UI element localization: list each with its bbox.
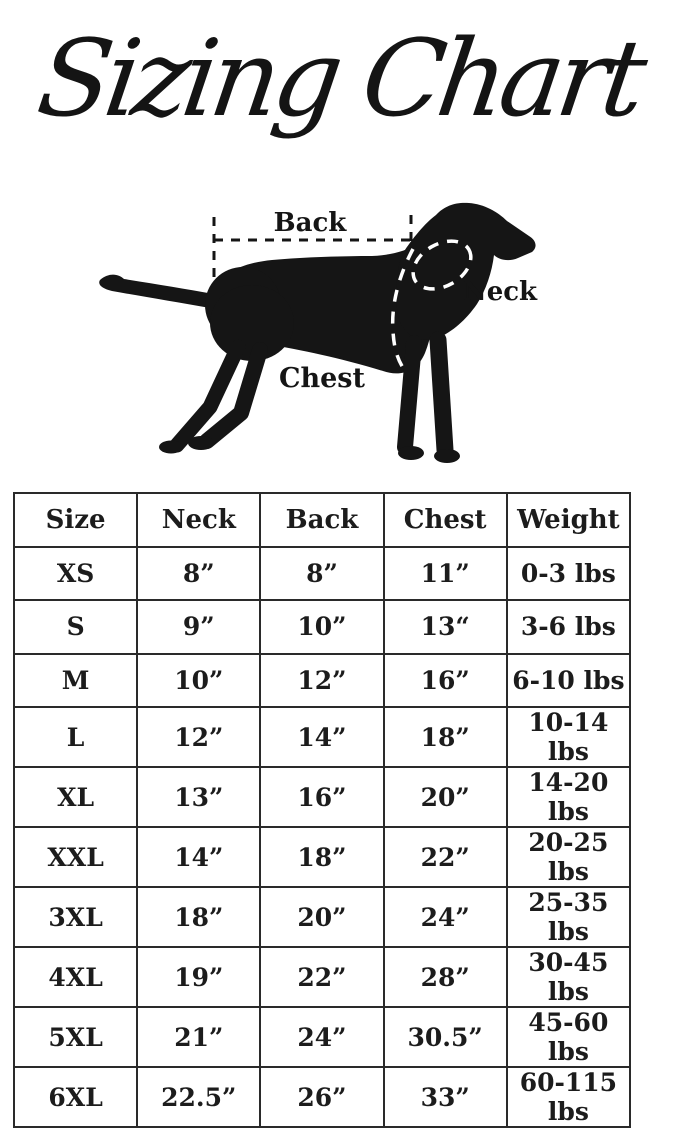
measurement-cell: 30.5” xyxy=(384,1007,507,1067)
dog-measurement-diagram xyxy=(0,195,679,485)
size-label-cell: 6XL xyxy=(14,1067,137,1127)
size-table-head xyxy=(14,493,630,547)
measurement-cell: 12” xyxy=(260,654,383,708)
measurement-cell: 22” xyxy=(384,827,507,887)
measurement-cell: 22.5” xyxy=(137,1067,260,1127)
header-chest: Chest xyxy=(384,493,507,547)
measurement-cell: 60-115 lbs xyxy=(507,1067,630,1127)
measurement-cell: 20” xyxy=(384,767,507,827)
size-table xyxy=(13,492,631,1128)
measurement-cell: 28” xyxy=(384,947,507,1007)
back-label: Back xyxy=(273,208,347,238)
table-row xyxy=(14,767,630,827)
dog-rear-paw-far xyxy=(159,441,183,454)
measurement-cell: 19” xyxy=(137,947,260,1007)
measurement-cell: 3-6 lbs xyxy=(507,600,630,654)
measurement-cell: 9” xyxy=(137,600,260,654)
table-row xyxy=(14,600,630,654)
measurement-cell: 6-10 lbs xyxy=(507,654,630,708)
measurement-cell: 10-14 lbs xyxy=(507,707,630,767)
measurement-cell: 16” xyxy=(384,654,507,708)
dog-rear-paw-near xyxy=(188,436,214,450)
measurement-cell: 8” xyxy=(137,547,260,601)
header-size: Size xyxy=(14,493,137,547)
table-row xyxy=(14,707,630,767)
dog-front-leg-far xyxy=(405,343,414,447)
size-label-cell: XL xyxy=(14,767,137,827)
measurement-cell: 33” xyxy=(384,1067,507,1127)
measurement-cell: 18” xyxy=(137,887,260,947)
size-label-cell: XXL xyxy=(14,827,137,887)
measurement-cell: 10” xyxy=(260,600,383,654)
size-table-body xyxy=(14,547,630,1128)
header-neck: Neck xyxy=(137,493,260,547)
dog-diagram-svg xyxy=(0,195,679,485)
measurement-cell: 11” xyxy=(384,547,507,601)
measurement-cell: 14” xyxy=(137,827,260,887)
table-row xyxy=(14,654,630,708)
size-label-cell: 4XL xyxy=(14,947,137,1007)
table-row xyxy=(14,947,630,1007)
dog-silhouette xyxy=(99,203,535,463)
measurement-cell: 10” xyxy=(137,654,260,708)
measurement-cell: 18” xyxy=(260,827,383,887)
size-label-cell: 5XL xyxy=(14,1007,137,1067)
dog-front-leg-near xyxy=(438,340,445,450)
measurement-cell: 14-20 lbs xyxy=(507,767,630,827)
chest-label: Chest xyxy=(279,363,365,394)
table-row xyxy=(14,1007,630,1067)
measurement-cell: 12” xyxy=(137,707,260,767)
table-row xyxy=(14,547,630,601)
page-title: Sizing Chart xyxy=(30,17,649,140)
table-row xyxy=(14,887,630,947)
measurement-cell: 24” xyxy=(384,887,507,947)
measurement-cell: 8” xyxy=(260,547,383,601)
size-label-cell: 3XL xyxy=(14,887,137,947)
header-back: Back xyxy=(260,493,383,547)
dog-front-paw-far xyxy=(398,446,424,460)
measurement-cell: 20-25 lbs xyxy=(507,827,630,887)
measurement-cell: 16” xyxy=(260,767,383,827)
measurement-cell: 24” xyxy=(260,1007,383,1067)
measurement-cell: 0-3 lbs xyxy=(507,547,630,601)
table-row xyxy=(14,827,630,887)
measurement-cell: 30-45 lbs xyxy=(507,947,630,1007)
size-label-cell: XS xyxy=(14,547,137,601)
measurement-cell: 13“ xyxy=(384,600,507,654)
measurement-cell: 25-35 lbs xyxy=(507,887,630,947)
header-weight: Weight xyxy=(507,493,630,547)
neck-label: Neck xyxy=(462,277,538,307)
size-label-cell: L xyxy=(14,707,137,767)
measurement-cell: 45-60 lbs xyxy=(507,1007,630,1067)
dog-tail xyxy=(99,275,214,308)
header-row xyxy=(14,493,630,547)
measurement-cell: 14” xyxy=(260,707,383,767)
measurement-cell: 20” xyxy=(260,887,383,947)
size-label-cell: S xyxy=(14,600,137,654)
measurement-cell: 22” xyxy=(260,947,383,1007)
table-row xyxy=(14,1067,630,1127)
dog-front-paw-near xyxy=(434,449,460,463)
measurement-cell: 26” xyxy=(260,1067,383,1127)
measurement-cell: 18” xyxy=(384,707,507,767)
measurement-cell: 13” xyxy=(137,767,260,827)
measurement-cell: 21” xyxy=(137,1007,260,1067)
size-label-cell: M xyxy=(14,654,137,708)
